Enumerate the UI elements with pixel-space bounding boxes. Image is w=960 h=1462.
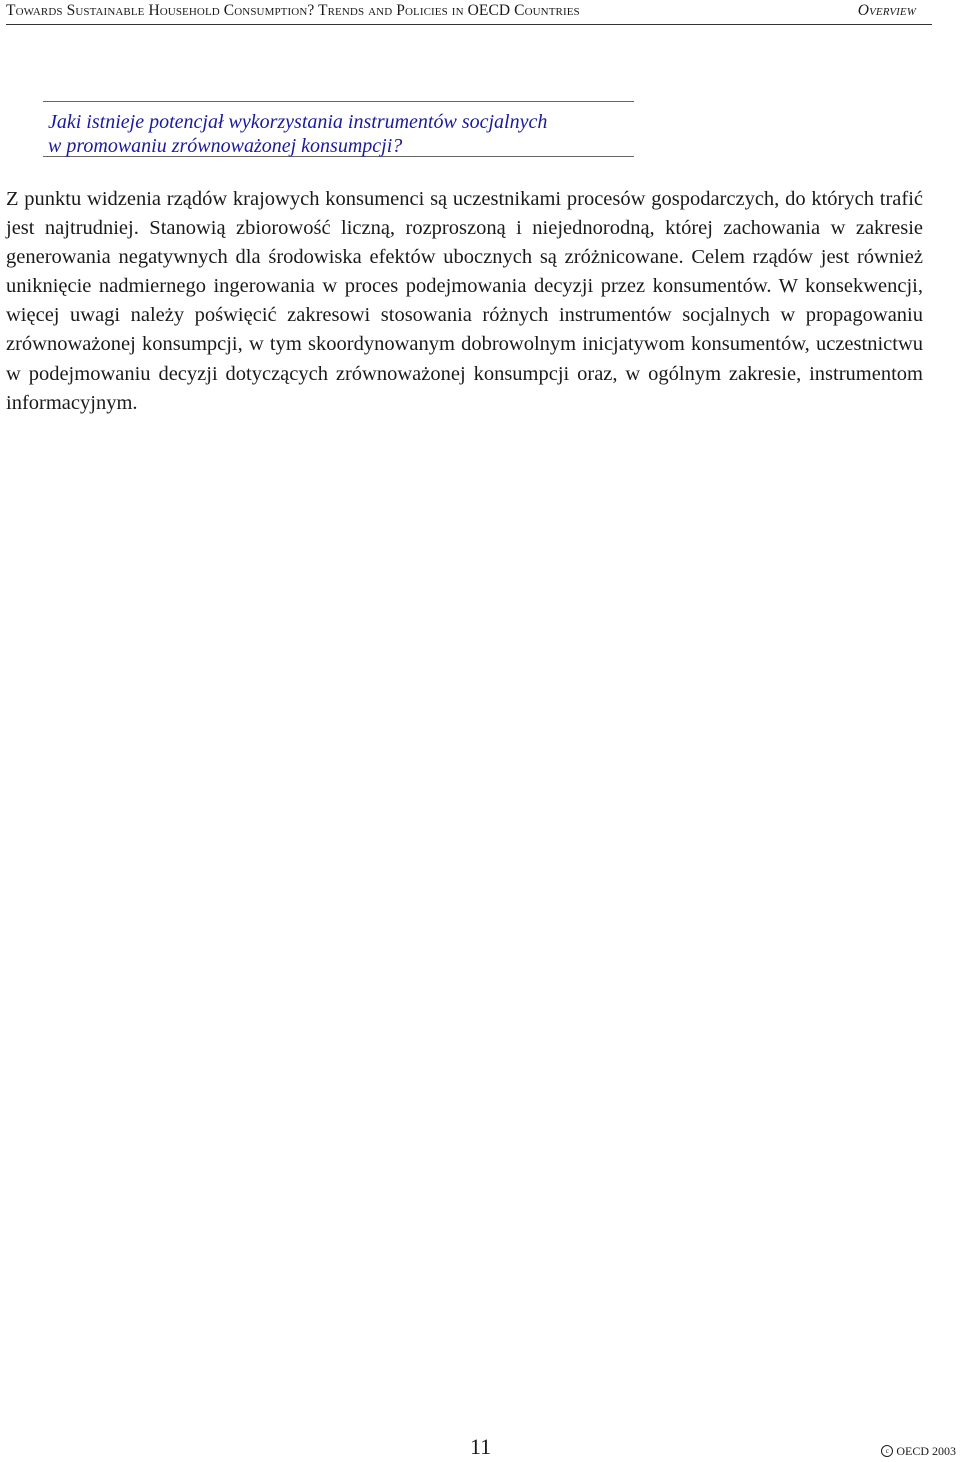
- running-header: [6, 2, 932, 25]
- callout-line-2: w promowaniu zrównoważonej konsumpcji?: [48, 135, 403, 157]
- section-label: Overview: [857, 2, 916, 19]
- page-number: 11: [470, 1434, 492, 1459]
- document-title: Towards Sustainable Household Consumption? Trends and Policies in OECD Countries: [6, 2, 580, 19]
- callout-line-1: Jaki istnieje potencjał wykorzystania instrumentów socjalnych: [48, 111, 548, 133]
- copyright-icon: c: [881, 1445, 893, 1457]
- body-paragraph: Z punktu widzenia rządów krajowych konsumenci są uczestnikami procesów gospodarczych, do których trafić jest najtrudniej. Stanowią zbiorowość liczną, rozproszoną i niejednorodną, której zachowania w zakresie generowania negatywnych dla środowiska efektów ubocznych są zróżnicowane. Celem rządów jest również uniknięcie nadmiernego ingerowania w proces podejmowania decyzji przez konsumentów. W konsekwencji, więcej uwagi należy poświęcić zakresowi stosowania różnych instrumentów socjalnych w propagowaniu zrównoważonej konsumpcji, w tym skoordynowanym dobrowolnym inicjatywom konsumentów, uczestnictwu w podejmowaniu decyzji dotyczących zrównoważonej konsumpcji oraz, w ogólnym zakresie, instrumentom informacyjnym.: [6, 188, 923, 414]
- copyright-text: OECD 2003: [896, 1444, 956, 1458]
- question-callout: [43, 101, 634, 157]
- copyright-notice: [881, 1444, 956, 1458]
